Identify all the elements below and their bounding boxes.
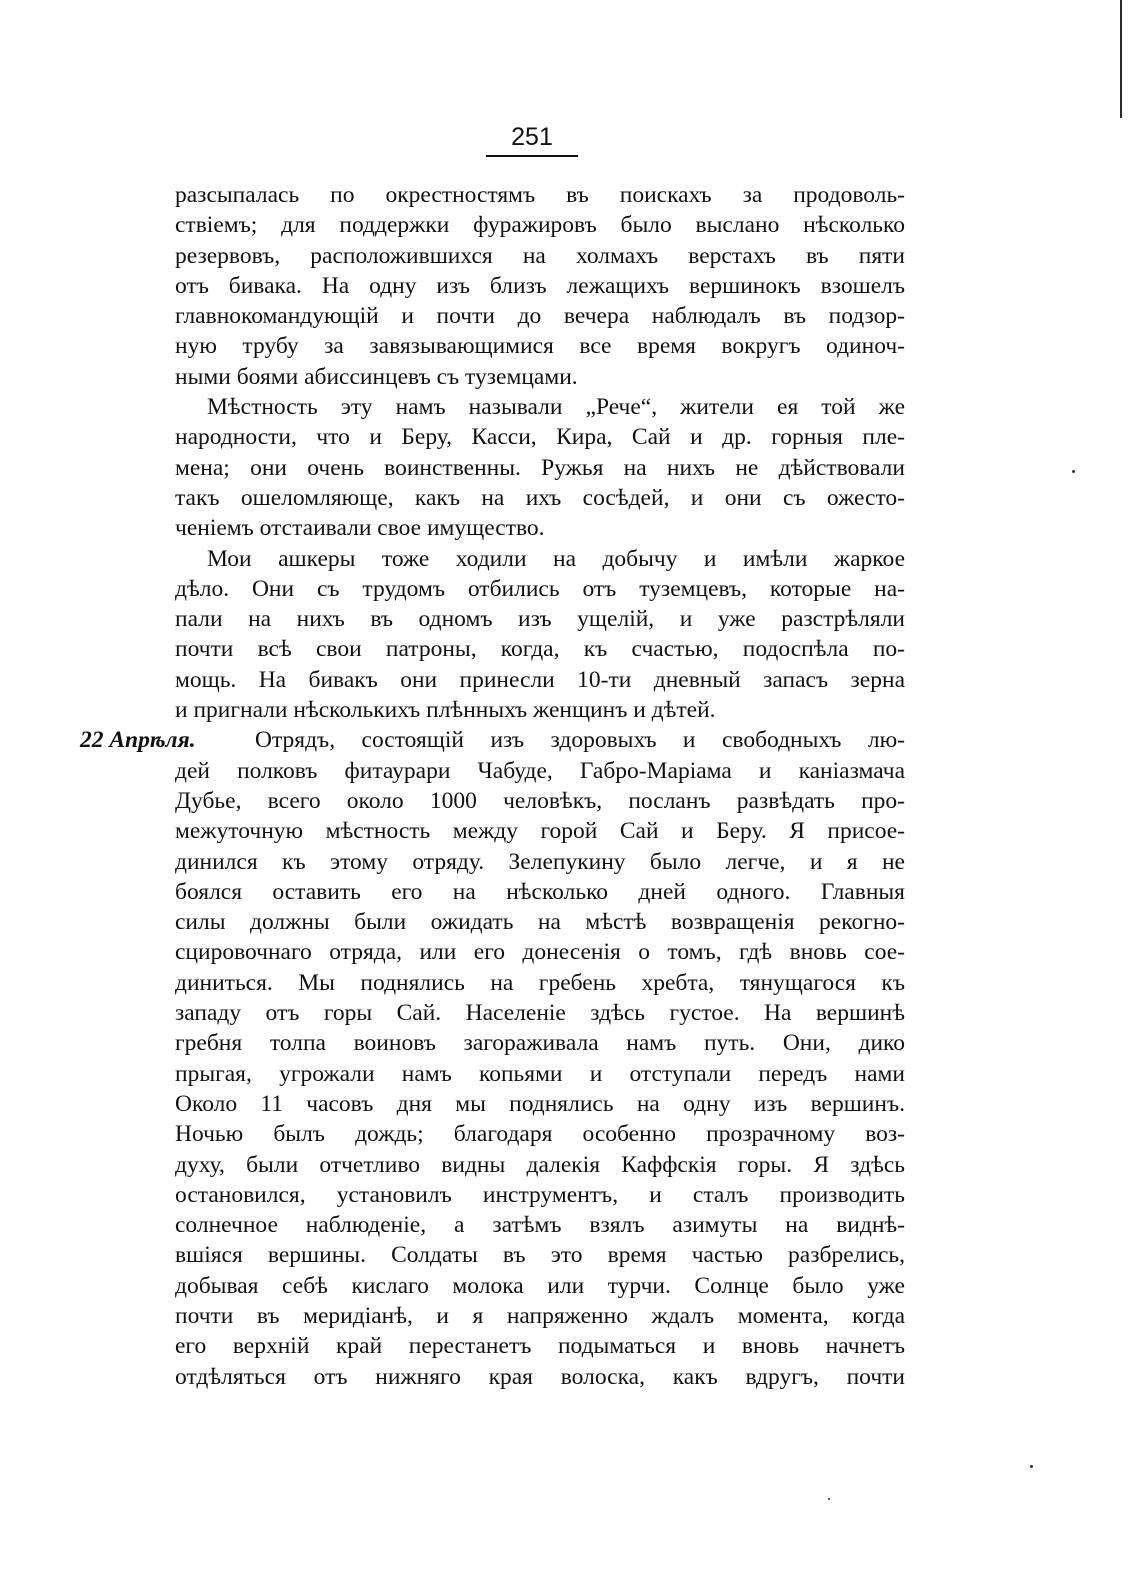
text-line: мена; они очень воинственны. Ружья на нихъ не дѣйствовали [175, 454, 905, 481]
text-line: ными боями абиссинцевъ съ туземцами. [175, 363, 578, 390]
text-line: отдѣляться отъ нижняго края волоска, какъ вдругъ, почти [175, 1363, 905, 1390]
paragraph-2 [175, 392, 905, 543]
text-line: силы должны были ожидать на мѣстѣ возвращенія рекогно- [175, 909, 905, 936]
text-line: динился къ этому отряду. Зелепукину было легче, и я не [175, 848, 905, 875]
text-line: Около 11 часовъ дня мы поднялись на одну изъ вершинъ. [175, 1090, 905, 1117]
text-line: мощь. На бивакъ они принесли 10-ти дневный запасъ зерна [175, 666, 905, 693]
text-line: почти въ меридіанѣ, и я напряженно ждалъ момента, когда [175, 1302, 905, 1329]
scan-speck [1030, 1465, 1033, 1468]
text-line: Мѣстность эту намъ называли „Рече“, жители ея той же [207, 394, 905, 421]
text-line: боялся оставить его на нѣсколько дней одного. Главныя [175, 878, 905, 905]
text-line: ствіемъ; для поддержки фуражировъ было выслано нѣсколько [175, 212, 905, 239]
text-line: почти всѣ свои патроны, когда, къ счастью, подоспѣла по- [175, 636, 905, 663]
scan-edge-line [1120, 0, 1122, 118]
text-line: народности, что и Беру, Касси, Кира, Сай и др. горныя пле- [175, 424, 905, 451]
scan-speck [1072, 470, 1075, 473]
text-line: отъ бивака. На одну изъ близъ лежащихъ вершинокъ взошелъ [175, 272, 905, 299]
text-line: дѣло. Они съ трудомъ отбились отъ туземцевъ, которые на- [175, 575, 905, 602]
text-line: Отрядъ, состоящій изъ здоровыхъ и свободныхъ лю- [255, 727, 905, 754]
text-line: Дубье, всего около 1000 человѣкъ, посланъ развѣдать про- [175, 787, 905, 814]
page-number-rule [486, 155, 578, 157]
text-line: резервовъ, расположившихся на холмахъ верстахъ въ пяти [175, 242, 905, 269]
margin-date: 22 Апрѣля. [80, 727, 196, 754]
text-line: сцировочнаго отряда, или его донесенія о томъ, гдѣ вновь сое- [175, 939, 905, 966]
text-line: западу отъ горы Сай. Населеніе здѣсь густое. На вершинѣ [175, 1000, 905, 1027]
text-line: разсыпалась по окрестностямъ въ поискахъ за продоволь- [175, 182, 905, 208]
text-line: пали на нихъ въ одномъ изъ ущелій, и уже разстрѣляли [175, 606, 905, 633]
text-line: вшіяся вершины. Солдаты въ это время частью разбрелись, [175, 1242, 905, 1269]
text-line: такъ ошеломляюще, какъ на ихъ сосѣдей, и они съ ожесто- [175, 484, 905, 511]
text-line: его верхній край перестанетъ подыматься и вновь начнетъ [175, 1333, 905, 1360]
text-line: межуточную мѣстность между горой Сай и Беру. Я присое- [175, 818, 905, 845]
page-number: 251 [511, 123, 553, 151]
paragraph-4-dated-entry [80, 725, 905, 1392]
text-line: диниться. Мы поднялись на гребень хребта, тянущагося къ [175, 969, 905, 996]
text-line: прыгая, угрожали намъ копьями и отступали передъ нами [175, 1060, 905, 1087]
body-text [80, 180, 905, 1392]
text-line: дей полковъ фитаурари Чабуде, Габро-Маріама и каніазмача [175, 757, 905, 784]
scan-speck [828, 1498, 830, 1500]
text-line: остановился, установилъ инструментъ, и сталъ производить [175, 1181, 905, 1208]
text-line: духу, были отчетливо видны далекія Каффскія горы. Я здѣсь [175, 1151, 905, 1178]
paragraph-3 [175, 544, 905, 726]
paragraph-1 [175, 180, 905, 392]
text-line: добывая себѣ кислаго молока или турчи. Солнце было уже [175, 1272, 905, 1299]
text-line: и пригнали нѣсколькихъ плѣнныхъ женщинъ и дѣтей. [175, 697, 716, 724]
text-line: гребня толпа воиновъ загораживала намъ путь. Они, дико [175, 1030, 905, 1057]
text-line: Ночью былъ дождь; благодаря особенно прозрачному воз- [175, 1121, 905, 1148]
text-line: ную трубу за завязывающимися все время вокругъ одиноч- [175, 333, 905, 360]
text-line: солнечное наблюденіе, а затѣмъ взялъ азимуты на виднѣ- [175, 1212, 905, 1239]
text-line: Мои ашкеры тоже ходили на добычу и имѣли жаркое [207, 545, 905, 572]
text-line: главнокомандующій и почти до вечера наблюдалъ въ подзор- [175, 303, 905, 330]
text-line: ченіемъ отстаивали свое имущество. [175, 515, 545, 542]
